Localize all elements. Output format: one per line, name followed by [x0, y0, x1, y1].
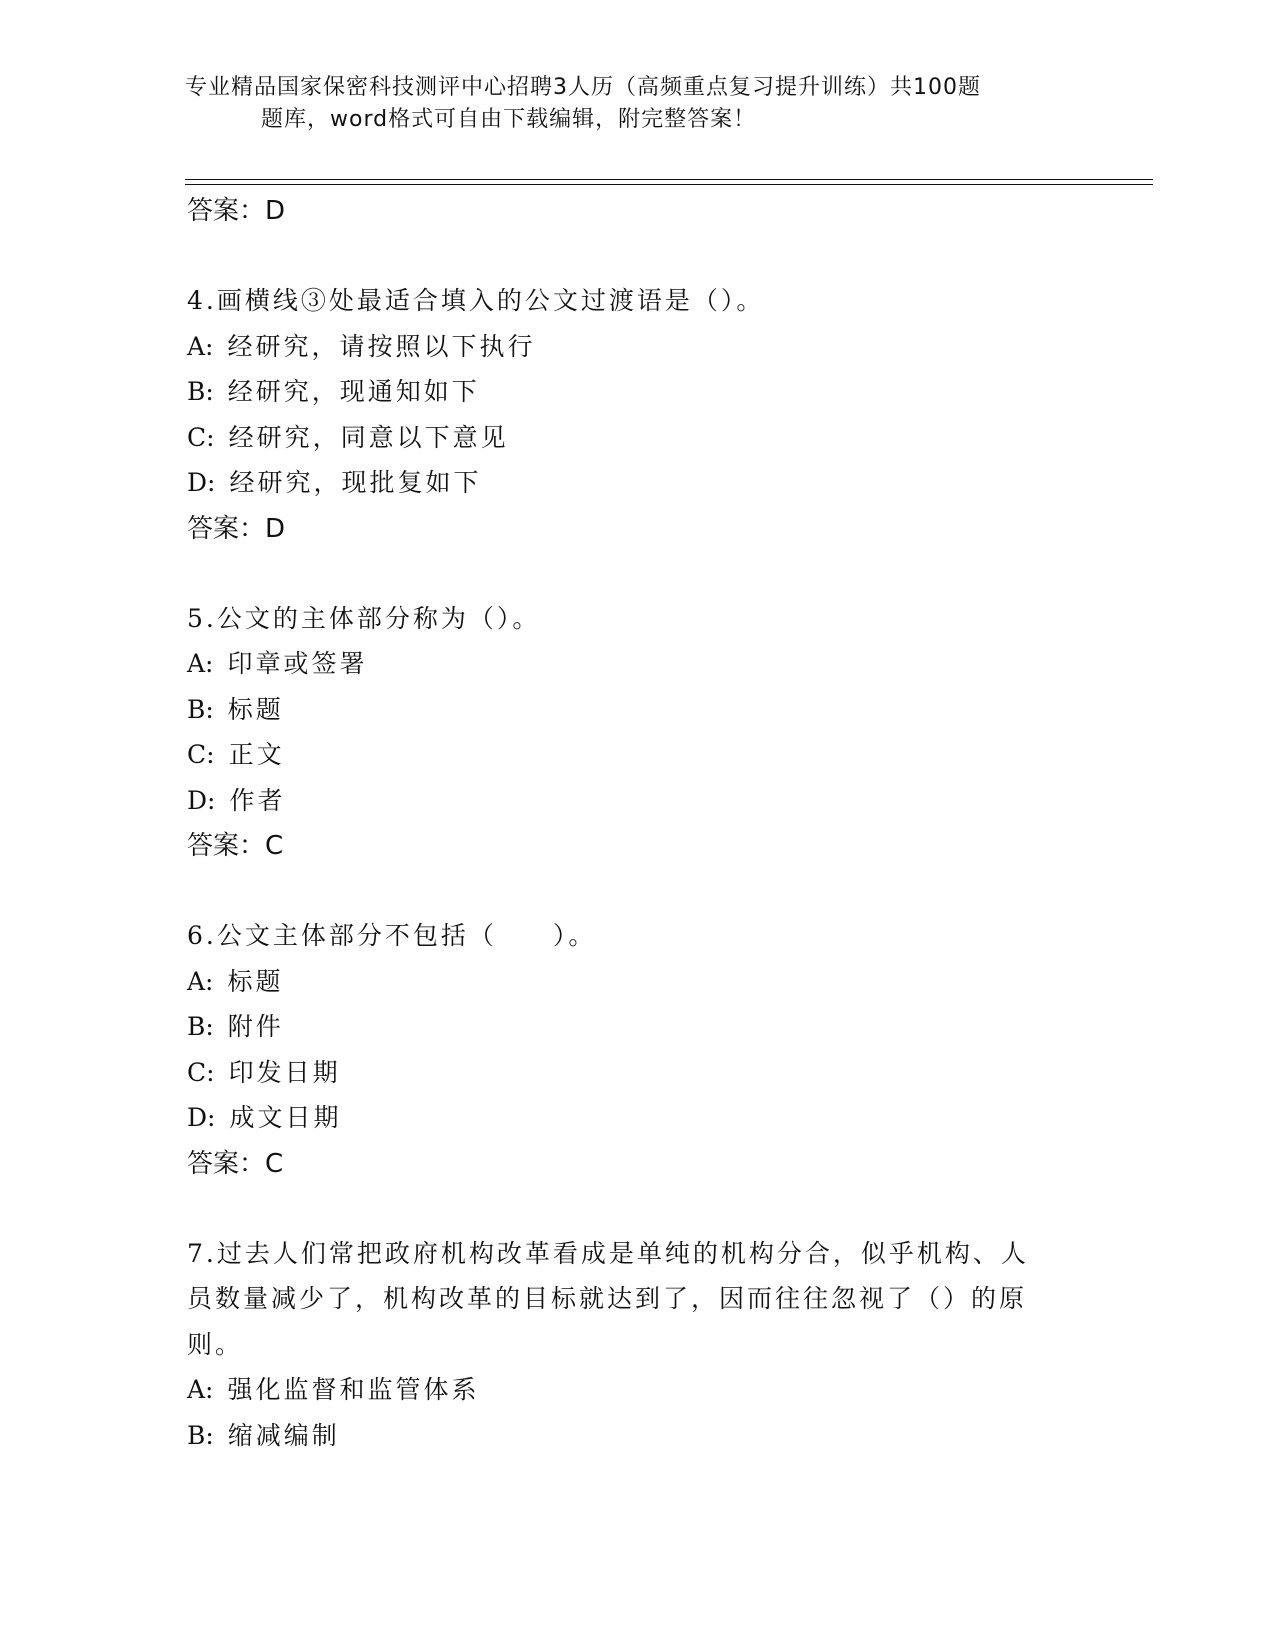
option-c [187, 415, 1067, 461]
option-letter: A: [187, 966, 214, 996]
option-a [187, 324, 1067, 370]
option-letter: B: [187, 1012, 214, 1041]
option-text: 经研究，现批复如下 [229, 468, 482, 497]
option-letter: D: [187, 1103, 216, 1132]
option-d [187, 778, 1067, 824]
option-letter: D: [187, 468, 216, 497]
option-text: 缩减编制 [227, 1420, 340, 1450]
option-text: 成文日期 [229, 1103, 342, 1132]
option-text: 印章或签署 [227, 649, 368, 678]
option-b [187, 1004, 1067, 1050]
option-letter: D: [187, 785, 216, 815]
header-rule-top [185, 179, 1153, 180]
question-text-line-2: 员数量减少了，机构改革的目标就达到了，因而往往忽视了（）的原 [187, 1284, 1028, 1313]
option-text: 经研究，同意以下意见 [228, 422, 509, 452]
question-4 [187, 278, 1067, 552]
option-text: 经研究，请按照以下执行 [227, 331, 536, 361]
option-letter: B: [187, 1420, 214, 1450]
question-text: 6.公文主体部分不包括（ ）。 [187, 921, 597, 950]
option-a [187, 1367, 1067, 1413]
option-text: 正文 [228, 740, 285, 769]
option-c [187, 732, 1067, 778]
option-a [187, 959, 1067, 1005]
option-text: 经研究，现通知如下 [227, 377, 480, 406]
option-text: 附件 [227, 1012, 284, 1041]
question-7 [187, 1231, 1067, 1459]
option-letter: A: [187, 649, 214, 678]
answer-line: 答案：D [187, 196, 286, 226]
option-text: 标题 [227, 966, 284, 996]
option-c [187, 1050, 1067, 1096]
question-5 [187, 596, 1067, 870]
question-text: 5.公文的主体部分称为（）。 [187, 603, 541, 633]
option-letter: A: [187, 1375, 214, 1404]
question-text: 4.画横线③处最适合填入的公文过渡语是（）。 [187, 286, 765, 315]
option-text: 标题 [227, 694, 284, 724]
option-b [187, 369, 1067, 415]
header-line-2: 题库，word格式可自由下载编辑，附完整答案！ [261, 107, 757, 132]
option-text: 强化监督和监管体系 [227, 1375, 480, 1404]
question-text-line-1: 7.过去人们常把政府机构改革看成是单纯的机构分合，似乎机构、人 [187, 1238, 1029, 1268]
option-d [187, 1095, 1067, 1141]
answer-line: 答案：C [187, 831, 284, 861]
option-a [187, 641, 1067, 687]
option-text: 印发日期 [228, 1057, 341, 1087]
document-header [185, 72, 1065, 136]
option-letter: C: [187, 422, 215, 452]
option-b [187, 687, 1067, 733]
option-d [187, 460, 1067, 506]
option-b [187, 1413, 1067, 1459]
option-letter: B: [187, 377, 214, 406]
option-letter: A: [187, 331, 214, 361]
answer-line: 答案：D [187, 513, 286, 544]
option-letter: C: [187, 740, 215, 769]
option-text: 作者 [229, 785, 286, 815]
option-letter: B: [187, 694, 214, 724]
header-line-1: 专业精品国家保密科技测评中心招聘3人历（高频重点复习提升训练）共100题 [185, 75, 981, 100]
document-body [187, 188, 1067, 1458]
question-text-line-3: 则。 [187, 1329, 244, 1359]
question-6 [187, 913, 1067, 1187]
answer-line: 答案：C [187, 1148, 284, 1179]
header-rule-bottom [185, 184, 1153, 185]
option-letter: C: [187, 1057, 215, 1087]
